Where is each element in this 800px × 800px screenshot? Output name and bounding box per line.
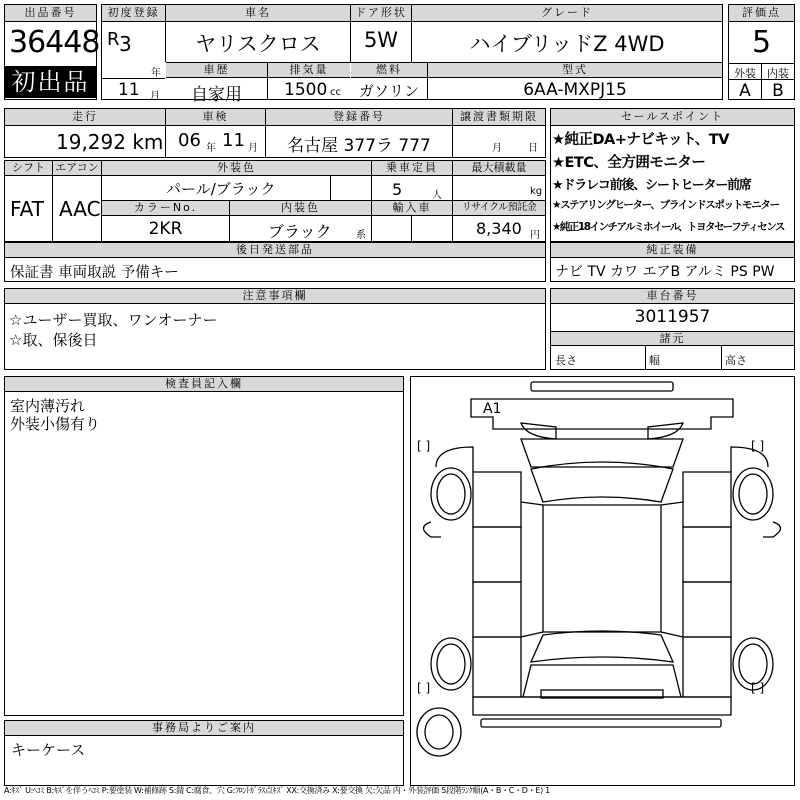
displacement-unit: cc <box>330 87 341 98</box>
later-parts-box <box>4 242 546 282</box>
recycle-label: リサイクル預託金 <box>453 201 545 216</box>
first-listing-badge: 初出品 <box>5 66 96 98</box>
first-reg-month: 11 <box>118 80 140 100</box>
dims-length: 長さ <box>555 354 577 367</box>
equipment-value: ナビ TV カワ エアB アルミ PS PW <box>555 264 775 280</box>
office-box <box>4 720 404 786</box>
transfer-label: 譲渡書類期限 <box>453 109 545 126</box>
int-score-value: B <box>772 81 784 101</box>
transfer-day-unit: 日 <box>528 143 538 154</box>
grade-label: グレード <box>412 5 722 22</box>
grade-value: ハイブリッドZ 4WD <box>469 32 665 56</box>
capacity-value: 5 <box>392 180 403 199</box>
color-no-label: カラーNo. <box>102 201 229 216</box>
transfer-month-unit: 月 <box>492 143 502 154</box>
notes-line-1: ☆ユーザー買取、ワンオーナー <box>9 311 218 329</box>
aircon-label: エアコン <box>53 161 101 176</box>
bracket-left-front: [ ] <box>417 439 431 453</box>
fuel-value: ガソリン <box>358 82 419 100</box>
model-value: 6AA-MXPJ15 <box>523 80 627 100</box>
recycle-value: 8,340 <box>476 219 522 238</box>
inspector-box <box>4 376 404 716</box>
model-label: 型式 <box>428 63 722 78</box>
dims-width: 幅 <box>649 354 660 367</box>
mileage-value: 19,292 km <box>56 130 164 154</box>
chassis-label: 車台番号 <box>551 289 794 304</box>
chassis-box <box>550 288 795 370</box>
equipment-box <box>550 242 795 282</box>
inspector-line-1: 室内薄汚れ <box>10 397 86 415</box>
ext-color-label: 外装色 <box>102 161 371 176</box>
shift-label: シフト <box>5 161 52 176</box>
inspection-label: 車検 <box>166 109 265 126</box>
notes-box <box>4 288 546 370</box>
plate-label: 登録番号 <box>266 109 452 126</box>
dims-label: 諸元 <box>551 331 794 346</box>
score-box <box>728 4 795 100</box>
first-reg-year-unit: 年 <box>151 68 161 79</box>
recycle-unit: 円 <box>530 230 540 241</box>
legend: A:ｷｽﾞ U:ﾍｺﾐ B:ｷｽﾞを伴うﾍｺﾐ P:要塗装 W:補修跡 S:錆 C:腐食、穴 G:ﾌﾛﾝﾄｶﾞﾗｽ点ｷｽﾞ XX:交換済み X:要交換 欠:欠品 内・外装評価 5段階ﾗﾝｸ順(A・B・C・D・E) 1 <box>4 786 550 795</box>
first-reg-month-unit: 月 <box>150 91 160 102</box>
lot-number: 36448 <box>9 25 100 60</box>
displacement-label: 排気量 <box>268 63 350 78</box>
door-value: 5W <box>363 28 399 52</box>
door-label: ドア形状 <box>351 5 411 22</box>
ext-score-label: 外装 <box>734 67 756 80</box>
dims-height: 高さ <box>725 354 747 367</box>
int-color-value: ブラック <box>268 222 332 241</box>
bracket-right-front: [ ] <box>751 439 765 453</box>
plate-value: 名古屋 377ラ 777 <box>287 136 431 156</box>
int-score-label: 内装 <box>767 67 789 80</box>
fuel-label: 燃料 <box>351 63 427 78</box>
inspector-line-2: 外装小傷有り <box>10 415 101 433</box>
notes-line-2: ☆取、保後日 <box>9 331 98 349</box>
sales-point-2: ★ETC、全方囲モニター <box>552 155 706 171</box>
history-value: 自家用 <box>191 85 242 105</box>
color-no-value: 2KR <box>148 219 183 239</box>
first-reg-label: 初度登録 <box>102 5 165 22</box>
displacement-value: 1500 <box>284 80 328 100</box>
sales-points-box <box>550 108 795 242</box>
later-parts-label: 後日発送部品 <box>5 243 545 258</box>
car-name-value: ヤリスクロス <box>195 32 321 56</box>
bracket-left-rear: [ ] <box>417 681 431 695</box>
inspection-year: 06 <box>178 130 201 151</box>
car-diagram <box>410 376 795 786</box>
load-unit: kg <box>530 186 543 197</box>
inspection-month: 11 <box>222 130 245 151</box>
inspector-label: 検査員記入欄 <box>5 377 403 392</box>
car-diagram-svg <box>411 377 794 785</box>
mileage-label: 走行 <box>5 109 165 126</box>
shift-value: FAT <box>10 197 45 221</box>
load-label: 最大積載量 <box>453 161 545 176</box>
capacity-label: 乗車定員 <box>372 161 452 176</box>
inspection-month-unit: 月 <box>248 143 258 154</box>
import-label: 輸入車 <box>372 201 452 216</box>
sales-point-3: ★ドラレコ前後、シートヒーター前席 <box>552 178 751 193</box>
office-value: キーケース <box>11 741 86 759</box>
equipment-label: 純正装備 <box>551 243 794 258</box>
later-parts-value: 保証書 車両取説 予備キー <box>10 265 179 281</box>
damage-mark-a1: A1 <box>483 401 502 417</box>
sales-point-1: ★純正DA+ナビキット、TV <box>552 132 729 148</box>
inspection-year-unit: 年 <box>206 143 216 154</box>
ext-color-value: パール/ブラック <box>166 180 276 198</box>
sales-point-5: ★純正18インチアルミホイール、トヨタセーフティセンス <box>552 221 784 233</box>
first-reg-year: 3 <box>119 32 132 56</box>
office-label: 事務局よりご案内 <box>5 721 403 736</box>
capacity-unit: 人 <box>432 190 442 201</box>
aircon-value: AAC <box>59 197 101 221</box>
chassis-value: 3011957 <box>634 307 711 327</box>
int-color-label: 内装色 <box>230 201 371 216</box>
first-reg-era: R <box>107 29 120 50</box>
car-name-label: 車名 <box>166 5 350 22</box>
sales-point-4: ★ステアリングヒーター、ブラインドスポットモニター <box>552 199 779 211</box>
int-color-unit: 系 <box>356 230 366 241</box>
lot-label: 出品番号 <box>5 5 96 22</box>
ext-score-value: A <box>739 81 751 101</box>
sales-points-label: セールスポイント <box>551 109 794 126</box>
score-label: 評価点 <box>729 5 794 22</box>
score-value: 5 <box>751 25 772 60</box>
history-label: 車歴 <box>166 63 267 78</box>
notes-label: 注意事項欄 <box>5 289 545 304</box>
bracket-right-rear: [ ] <box>751 681 765 695</box>
